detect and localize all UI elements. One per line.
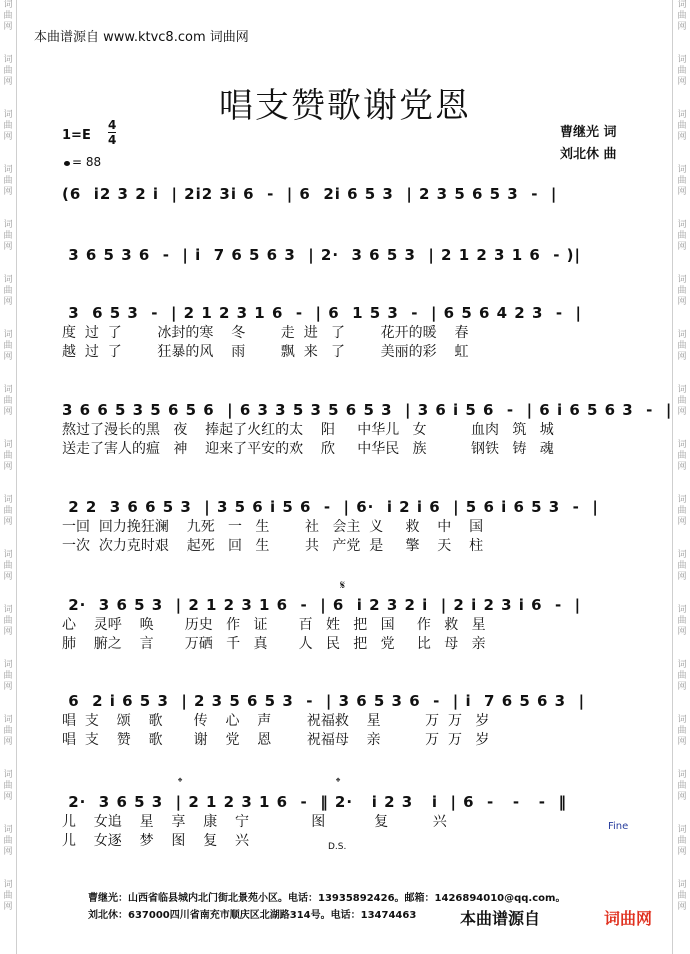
- watermark-char: 曲: [3, 286, 13, 296]
- tempo-marking: [64, 155, 101, 169]
- watermark-char: 词: [3, 330, 13, 340]
- watermark-char: 曲: [3, 451, 13, 461]
- watermark-char: 词: [677, 0, 687, 10]
- footer-line-lyricist: 曹继光：山西省临县城内北门街北景苑小区。电话：13935892426。邮箱：1426894010@qq.com。: [88, 893, 566, 904]
- watermark-char: 曲: [677, 671, 687, 681]
- ds-mark: D.S.: [328, 842, 347, 852]
- watermark-char: 曲: [677, 231, 687, 241]
- header-watermark: 本曲谱源自 www.ktvc8.com 词曲网: [34, 30, 249, 45]
- notation-line: 2· 3 6 5 3 | 2 1 2 3 1 6 - ‖ 2· i 2 3 i | 6 - - - ‖: [62, 793, 567, 811]
- notation-line: 6 2 i 6 5 3 | 2 3 5 6 5 3 - | 3 6 5 3 6 - | i 7 6 5 6 3 |: [62, 692, 586, 710]
- lyric-verse-2: 唱 支 赞 歌 谢 党 恩 祝福母 亲 万 万 岁: [62, 732, 490, 748]
- watermark-char: 词: [3, 715, 13, 725]
- watermark-group: [1, 715, 15, 748]
- watermark-char: 词: [3, 880, 13, 890]
- notation-line: 3 6 5 3 - | 2 1 2 3 1 6 - | 6 1 5 3 - | 6 5 6 4 2 3 - |: [62, 304, 582, 322]
- watermark-char: 网: [3, 902, 13, 912]
- watermark-char: 词: [3, 440, 13, 450]
- watermark-group: [1, 0, 15, 33]
- credits: [560, 122, 617, 166]
- watermark-char: 词: [677, 605, 687, 615]
- watermark-char: 曲: [3, 671, 13, 681]
- time-signature-bottom: 4: [108, 133, 117, 147]
- watermark-char: 曲: [677, 836, 687, 846]
- watermark-group: [675, 550, 689, 583]
- notation-line: 3 6 6 5 3 5 6 5 6 | 6 3 3 5 3 5 6 5 3 | 3 6 i 5 6 - | 6 i 6 5 6 3 - |: [62, 401, 673, 419]
- watermark-char: 曲: [3, 231, 13, 241]
- watermark-char: 曲: [3, 561, 13, 571]
- watermark-char: 词: [3, 550, 13, 560]
- watermark-group: [1, 770, 15, 803]
- watermark-char: 曲: [677, 781, 687, 791]
- watermark-group: [675, 165, 689, 198]
- segno-sign: 𝄋: [340, 578, 346, 592]
- lyric-verse-2: 越 过 了 狂暴的风 雨 飘 来 了 美丽的彩 虹: [62, 344, 469, 360]
- watermark-group: [675, 605, 689, 638]
- watermark-char: 词: [677, 440, 687, 450]
- watermark-char: 词: [3, 825, 13, 835]
- watermark-char: 词: [677, 825, 687, 835]
- watermark-char: 曲: [677, 561, 687, 571]
- watermark-char: 曲: [677, 286, 687, 296]
- watermark-group: [675, 715, 689, 748]
- watermark-char: 曲: [677, 66, 687, 76]
- watermark-group: [1, 440, 15, 473]
- score-row: [62, 496, 636, 556]
- watermark-char: 网: [3, 462, 13, 472]
- watermark-group: [1, 385, 15, 418]
- notation-line: (6 i2 3 2 i | 2i2 3i 6 - | 6 2i 6 5 3 | 2 3 5 6 5 3 - |: [62, 185, 558, 203]
- tempo-value: = 88: [72, 155, 102, 169]
- time-signature: [108, 118, 116, 147]
- watermark-group: [1, 880, 15, 913]
- watermark-char: 词: [677, 275, 687, 285]
- quarter-note-icon: [64, 161, 70, 166]
- watermark-char: 曲: [3, 121, 13, 131]
- footer-brand: 本曲谱源自: [458, 906, 542, 929]
- watermark-char: 网: [677, 242, 687, 252]
- key-signature: 1=E: [62, 128, 91, 143]
- watermark-char: 网: [3, 77, 13, 87]
- watermark-char: 曲: [3, 836, 13, 846]
- watermark-group: [675, 275, 689, 308]
- watermark-char: 网: [677, 572, 687, 582]
- right-watermark-strip: [675, 0, 689, 954]
- right-border-line: [672, 0, 673, 954]
- watermark-group: [1, 660, 15, 693]
- watermark-char: 网: [677, 792, 687, 802]
- watermark-char: 词: [677, 495, 687, 505]
- footer-brand-site: 词曲网: [604, 909, 653, 928]
- watermark-group: [675, 660, 689, 693]
- watermark-char: 词: [677, 220, 687, 230]
- score-row: [62, 302, 636, 362]
- watermark-char: 词: [3, 495, 13, 505]
- watermark-char: 词: [677, 550, 687, 560]
- watermark-char: 曲: [3, 396, 13, 406]
- watermark-char: 词: [3, 660, 13, 670]
- lyric-verse-1: 度 过 了 冰封的寒 冬 走 进 了 花开的暖 春: [62, 325, 469, 341]
- watermark-group: [1, 165, 15, 198]
- fine-mark: Fine: [608, 821, 629, 832]
- watermark-group: [1, 495, 15, 528]
- watermark-group: [675, 880, 689, 913]
- watermark-char: 词: [3, 605, 13, 615]
- watermark-char: 网: [3, 242, 13, 252]
- notation-line: 3 6 5 3 6 - | i 7 6 5 6 3 | 2· 3 6 5 3 | 2 1 2 3 1 6 - )|: [62, 246, 582, 264]
- watermark-char: 网: [677, 352, 687, 362]
- score-row: [62, 399, 673, 459]
- watermark-group: [1, 330, 15, 363]
- watermark-char: 曲: [677, 121, 687, 131]
- watermark-char: 曲: [3, 176, 13, 186]
- watermark-char: 词: [677, 660, 687, 670]
- watermark-group: [675, 770, 689, 803]
- watermark-char: 网: [3, 627, 13, 637]
- watermark-char: 网: [677, 517, 687, 527]
- watermark-group: [675, 220, 689, 253]
- watermark-group: [1, 550, 15, 583]
- lyric-verse-1: 一回 回力挽狂澜 九死 一 生 社 会主 义 救 中 国: [62, 519, 484, 535]
- watermark-char: 词: [3, 110, 13, 120]
- watermark-group: [1, 605, 15, 638]
- watermark-char: 曲: [3, 341, 13, 351]
- lyric-verse-2: 儿 女逐 梦 图 复 兴: [62, 833, 250, 849]
- watermark-char: 曲: [677, 176, 687, 186]
- watermark-char: 曲: [3, 66, 13, 76]
- watermark-char: 网: [3, 572, 13, 582]
- score-row: [62, 244, 636, 266]
- score-row: [62, 594, 636, 654]
- watermark-char: 曲: [3, 11, 13, 21]
- watermark-char: 曲: [3, 781, 13, 791]
- watermark-char: 曲: [677, 726, 687, 736]
- watermark-char: 曲: [677, 616, 687, 626]
- watermark-char: 词: [677, 330, 687, 340]
- composer: 刘北休 曲: [560, 147, 617, 162]
- notation-line: 2· 3 6 5 3 | 2 1 2 3 1 6 - | 6 i 2 3 2 i | 2 i 2 3 i 6 - |: [62, 596, 582, 614]
- watermark-char: 词: [677, 715, 687, 725]
- watermark-group: [1, 825, 15, 858]
- watermark-char: 网: [677, 22, 687, 32]
- watermark-char: 网: [3, 132, 13, 142]
- watermark-char: 网: [3, 297, 13, 307]
- score-row: [62, 183, 636, 205]
- watermark-group: [675, 330, 689, 363]
- watermark-char: 网: [677, 847, 687, 857]
- watermark-group: [675, 440, 689, 473]
- watermark-char: 词: [677, 55, 687, 65]
- lyric-verse-1: 心 灵呼 唤 历史 作 证 百 姓 把 国 作 救 星: [62, 617, 486, 633]
- watermark-char: 词: [3, 220, 13, 230]
- watermark-group: [1, 275, 15, 308]
- score-row: [62, 690, 636, 750]
- watermark-char: 网: [677, 407, 687, 417]
- time-signature-top: 4: [108, 118, 117, 132]
- watermark-char: 曲: [3, 891, 13, 901]
- watermark-char: 词: [3, 275, 13, 285]
- watermark-char: 曲: [3, 616, 13, 626]
- watermark-char: 曲: [3, 726, 13, 736]
- coda-sign: 𝄌: [336, 775, 341, 789]
- watermark-char: 网: [677, 132, 687, 142]
- watermark-char: 曲: [677, 506, 687, 516]
- watermark-char: 词: [3, 770, 13, 780]
- lyric-verse-2: 肺 腑之 言 万硒 千 真 人 民 把 党 比 母 亲: [62, 636, 486, 652]
- watermark-char: 曲: [677, 891, 687, 901]
- watermark-char: 曲: [677, 341, 687, 351]
- left-border-line: [16, 0, 17, 954]
- watermark-char: 词: [677, 770, 687, 780]
- watermark-char: 曲: [677, 451, 687, 461]
- watermark-char: 网: [3, 682, 13, 692]
- watermark-char: 网: [3, 847, 13, 857]
- watermark-char: 词: [3, 0, 13, 10]
- watermark-char: 网: [677, 187, 687, 197]
- watermark-char: 网: [3, 187, 13, 197]
- footer-line-composer: 刘北休：637000四川省南充市顺庆区北湖路314号。电话：13474463: [88, 910, 417, 921]
- watermark-char: 网: [3, 517, 13, 527]
- watermark-char: 网: [3, 737, 13, 747]
- watermark-char: 网: [677, 902, 687, 912]
- watermark-group: [675, 385, 689, 418]
- watermark-char: 词: [677, 385, 687, 395]
- score-row: [62, 791, 636, 851]
- watermark-char: 网: [3, 792, 13, 802]
- watermark-group: [675, 825, 689, 858]
- watermark-char: 词: [677, 880, 687, 890]
- watermark-char: 词: [3, 55, 13, 65]
- watermark-char: 网: [3, 22, 13, 32]
- lyric-verse-1: 唱 支 颂 歌 传 心 声 祝福救 星 万 万 岁: [62, 713, 490, 729]
- watermark-char: 网: [677, 297, 687, 307]
- watermark-char: 词: [3, 165, 13, 175]
- watermark-char: 网: [3, 352, 13, 362]
- watermark-char: 曲: [677, 11, 687, 21]
- watermark-char: 网: [677, 627, 687, 637]
- watermark-group: [1, 220, 15, 253]
- lyric-verse-1: 熬过了漫长的黑 夜 捧起了火红的太 阳 中华儿 女 血肉 筑 城: [62, 422, 554, 438]
- watermark-char: 曲: [677, 396, 687, 406]
- watermark-char: 词: [677, 165, 687, 175]
- watermark-char: 网: [677, 77, 687, 87]
- lyric-verse-2: 送走了害人的瘟 神 迎来了平安的欢 欣 中华民 族 钢铁 铸 魂: [62, 441, 554, 457]
- coda-sign: 𝄌: [178, 775, 183, 789]
- left-watermark-strip: [1, 0, 15, 954]
- watermark-char: 网: [677, 462, 687, 472]
- watermark-char: 词: [677, 110, 687, 120]
- watermark-group: [675, 0, 689, 33]
- watermark-group: [675, 495, 689, 528]
- lyric-verse-1: 儿 女追 星 享 康 宁 图 复 兴: [62, 814, 447, 830]
- lyricist: 曹继光 词: [560, 125, 617, 140]
- watermark-char: 网: [677, 737, 687, 747]
- song-title: 唱支赞歌谢党恩: [219, 86, 471, 126]
- lyric-verse-2: 一次 次力克时艰 起死 回 生 共 产党 是 擎 天 柱: [62, 538, 484, 554]
- notation-line: 2 2 3 6 6 5 3 | 3 5 6 i 5 6 - | 6· i 2 i 6 | 5 6 i 6 5 3 - |: [62, 498, 599, 516]
- watermark-char: 词: [3, 385, 13, 395]
- watermark-char: 曲: [3, 506, 13, 516]
- watermark-char: 网: [677, 682, 687, 692]
- watermark-char: 网: [3, 407, 13, 417]
